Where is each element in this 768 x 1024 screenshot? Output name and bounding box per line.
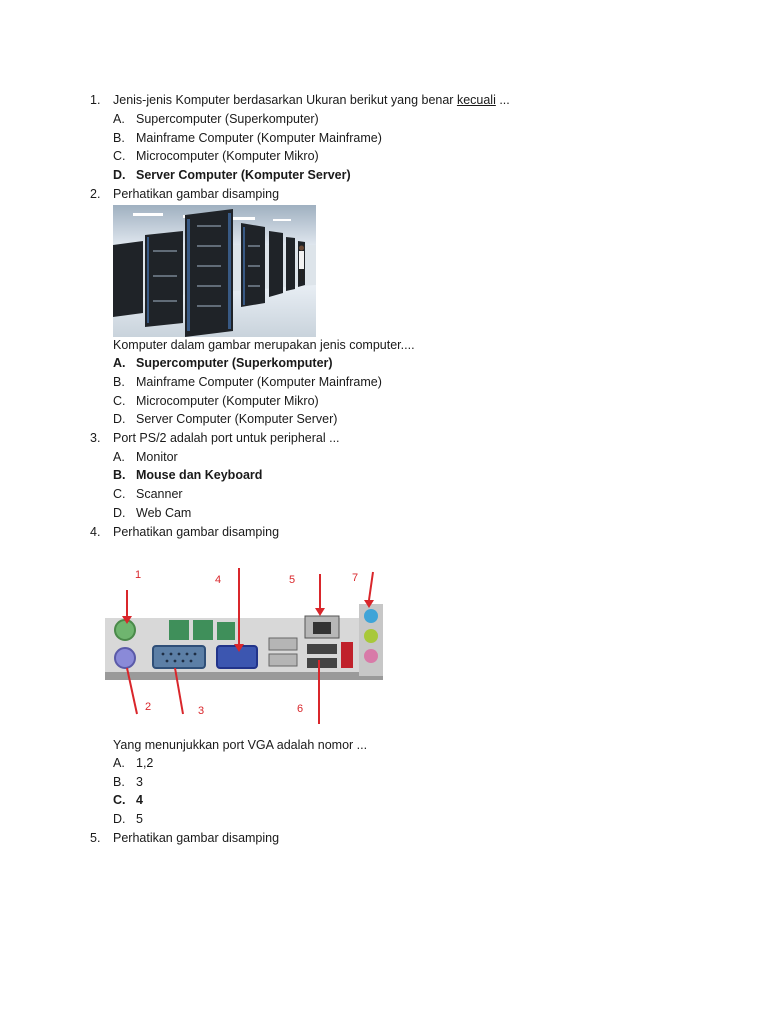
question-prompt: Port PS/2 adalah port untuk peripheral ...: [113, 431, 340, 445]
question-number: 4.: [90, 525, 101, 539]
question-number: 2.: [90, 187, 101, 201]
supercomputer-photo: [113, 205, 316, 337]
figure-label-4: 4: [215, 574, 222, 586]
question-number: 5.: [90, 831, 101, 845]
motherboard-ports-photo: [105, 560, 390, 738]
underlined-word: kecuali: [456, 93, 496, 107]
question-prompt: Jenis-jenis Komputer berdasarkan Ukuran berikut yang benar kecuali ...: [113, 93, 510, 107]
figure-label-1: 1: [135, 569, 142, 581]
question-prompt: Perhatikan gambar disamping: [113, 187, 280, 201]
question-prompt: Perhatikan gambar disamping: [113, 525, 280, 539]
question-number: 1.: [90, 93, 101, 107]
figure-label-3: 3: [198, 705, 205, 717]
figure-label-6: 6: [297, 703, 304, 715]
question-prompt: Perhatikan gambar disamping: [113, 831, 280, 845]
figure-label-5: 5: [289, 574, 296, 586]
figure-label-7: 7: [352, 572, 359, 584]
question-number: 3.: [90, 431, 101, 445]
figure-label-2: 2: [145, 701, 152, 713]
